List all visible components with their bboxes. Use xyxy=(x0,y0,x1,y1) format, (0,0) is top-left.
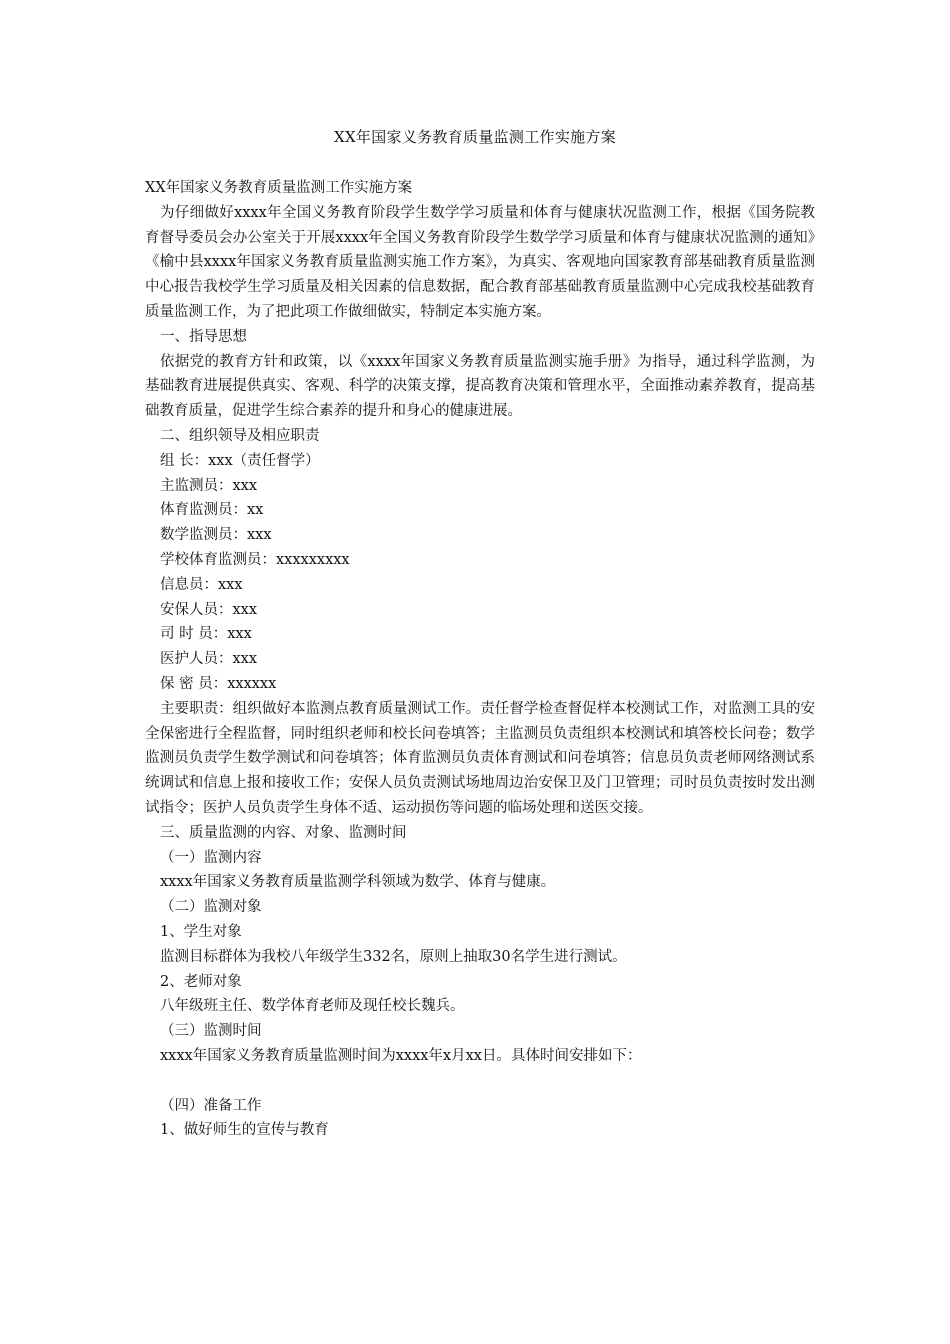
subsection-heading: （二）监测对象 xyxy=(160,899,262,916)
subsection-heading: （四）准备工作 xyxy=(160,1097,262,1114)
document-body xyxy=(145,176,815,1143)
section-heading: 三、质量监测的内容、对象、监测时间 xyxy=(160,824,407,841)
role-line: 信息员：xxx xyxy=(160,576,243,593)
intro-paragraph: 为仔细做好xxxx年全国义务教育阶段学生数学学习质量和体育与健康状况监测工作，根据《国务院教育督导委员会办公室关于开展xxxx年全国义务教育阶段学生数学学习质量和体育与健康状况监测的通知》《榆中县xxxx年国家义务教育质量监测实施工作方案》，为真实、客观地向国家教育部基础教育质量监测中心报告我校学生学习质量及相关因素的信息数据，配合教育部基础教育质量监测中心完成我校基础教育质量监测工作，为了把此项工作做细做实，特制定本实施方案。 xyxy=(145,204,815,320)
document-title: XX年国家义务教育质量监测工作实施方案 xyxy=(333,128,617,146)
list-item-text: 八年级班主任、数学体育老师及现任校长魏兵。 xyxy=(160,998,465,1015)
blank-line xyxy=(145,1069,815,1094)
role-line: 体育监测员：xx xyxy=(160,502,264,519)
role-line: 数学监测员：xxx xyxy=(160,527,272,544)
subsection-text: xxxx年国家义务教育质量监测学科领域为数学、体育与健康。 xyxy=(160,874,556,891)
role-line: 保 密 员：xxxxxx xyxy=(160,675,277,692)
list-item: 1、学生对象 xyxy=(160,923,242,940)
section-heading: 二、组织领导及相应职责 xyxy=(160,427,320,444)
role-line: 组 长：xxx（责任督学） xyxy=(160,452,320,469)
document-subtitle: XX年国家义务教育质量监测工作实施方案 xyxy=(145,180,413,196)
role-line: 司 时 员：xxx xyxy=(160,626,252,643)
list-item: 2、老师对象 xyxy=(160,973,242,990)
subsection-heading: （三）监测时间 xyxy=(160,1023,262,1040)
role-line: 医护人员：xxx xyxy=(160,651,258,668)
list-item-text: 监测目标群体为我校八年级学生332名，原则上抽取30名学生进行测试。 xyxy=(160,948,627,965)
duties-paragraph: 主要职责：组织做好本监测点教育质量测试工作。责任督学检查督促样本校测试工作，对监测工具的安全保密进行全程监督，同时组织老师和校长问卷填答；主监测员负责组织本校测试和填答校长问卷；数学监测员负责学生数学测试和问卷填答；体育监测员负责体育测试和问卷填答；信息员负责老师网络测试系统调试和信息上报和接收工作；安保人员负责测试场地周边治安保卫及门卫管理；司时员负责按时发出测试指令；医护人员负责学生身体不适、运动损伤等问题的临场处理和送医交接。 xyxy=(145,700,815,816)
subsection-text: xxxx年国家义务教育质量监测时间为xxxx年x月xx日。具体时间安排如下： xyxy=(160,1047,642,1064)
subsection-heading: （一）监测内容 xyxy=(160,849,262,866)
section-paragraph: 依据党的教育方针和政策，以《xxxx年国家义务教育质量监测实施手册》为指导，通过科学监测，为基础教育进展提供真实、客观、科学的决策支撑，提高教育决策和管理水平，全面推动素养教育，提高基础教育质量，促进学生综合素养的提升和身心的健康进展。 xyxy=(145,353,815,420)
role-line: 主监测员：xxx xyxy=(160,477,258,494)
section-heading: 一、指导思想 xyxy=(160,328,247,345)
role-line: 学校体育监测员：xxxxxxxxx xyxy=(160,551,350,568)
role-line: 安保人员：xxx xyxy=(160,601,258,618)
list-item: 1、做好师生的宣传与教育 xyxy=(160,1122,329,1139)
